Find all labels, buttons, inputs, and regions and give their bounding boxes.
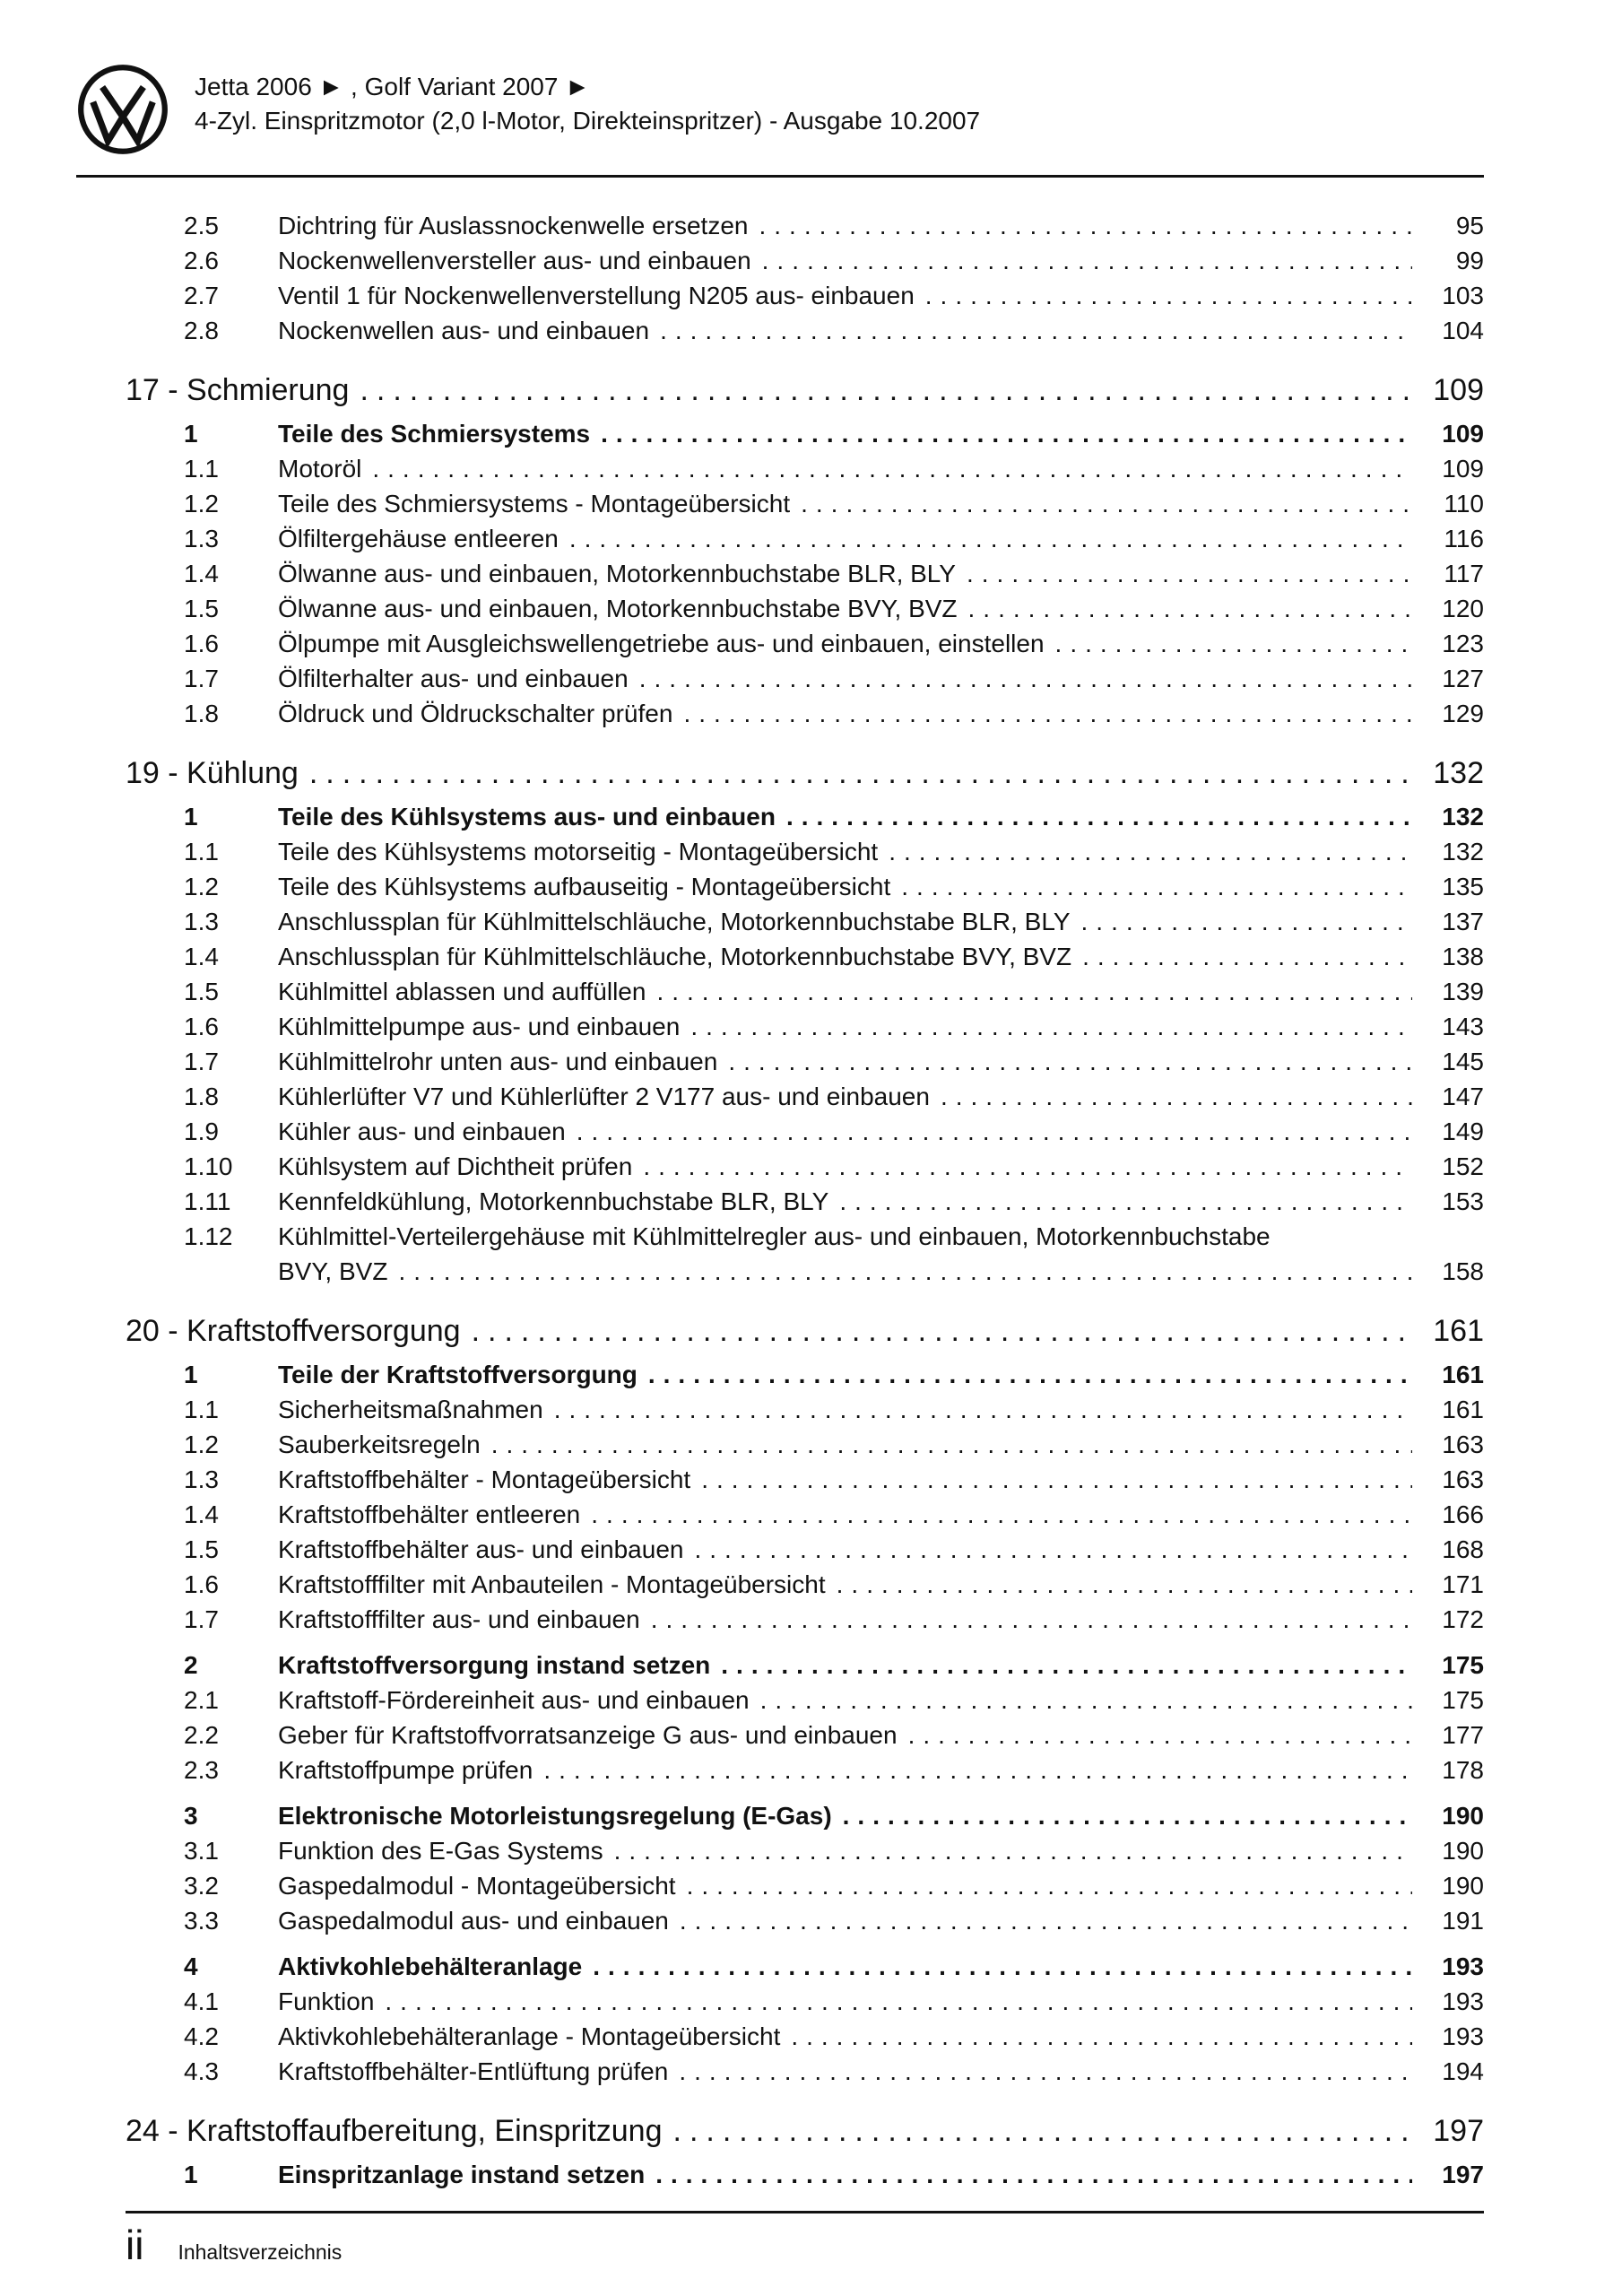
toc-entry-page: 104 <box>1442 317 1484 344</box>
toc-entry-title: Einspritzanlage instand setzen <box>278 2161 646 2188</box>
dot-leader <box>889 834 1412 869</box>
toc-entry-number: 1.5 <box>184 595 219 622</box>
toc-entry <box>184 1462 1484 1497</box>
toc-entry-title: Ölfilterhalter aus- und einbauen <box>278 665 629 692</box>
toc-entry <box>184 521 1484 556</box>
dot-leader <box>643 1149 1412 1184</box>
dot-leader <box>673 2110 1412 2152</box>
toc-entry-page: 168 <box>1442 1535 1484 1563</box>
toc-entry-title: Kraftstofffilter mit Anbauteilen - Montageübersicht <box>278 1570 826 1598</box>
toc-entry-page: 132 <box>1442 838 1484 865</box>
dot-leader <box>908 1718 1412 1752</box>
dot-leader <box>786 799 1412 834</box>
toc-entry-page: 120 <box>1442 595 1484 622</box>
toc-entry-number: 1.7 <box>184 1048 219 1075</box>
toc-entry-number: 3 <box>184 1802 198 1830</box>
dot-leader <box>372 451 1412 486</box>
toc-entry-number: 4.2 <box>184 2022 219 2050</box>
toc-entry-page: 123 <box>1442 630 1484 657</box>
toc-entry-number: 1.3 <box>184 1465 219 1493</box>
header-title-block <box>195 63 980 138</box>
toc-entry-title: Kühlsystem auf Dichtheit prüfen <box>278 1152 633 1180</box>
toc-entry-title: Funktion <box>278 1987 375 2015</box>
toc-entry-number: 1.8 <box>184 700 219 727</box>
dot-leader <box>901 869 1412 904</box>
dot-leader <box>385 1984 1412 2019</box>
toc-chapter <box>126 752 1484 794</box>
toc-entry-page: 147 <box>1442 1083 1484 1110</box>
dot-leader <box>791 2019 1412 2054</box>
toc-entry-number: 3.3 <box>184 1907 219 1935</box>
dot-leader <box>968 591 1412 626</box>
toc-entry <box>184 1752 1484 1787</box>
toc-entry-page: 137 <box>1442 908 1484 935</box>
toc-entry-page: 197 <box>1442 2161 1484 2188</box>
toc-entry <box>184 243 1484 278</box>
toc-entry <box>184 1114 1484 1149</box>
toc-entry <box>184 1602 1484 1637</box>
toc-entry-page: 178 <box>1442 1756 1484 1784</box>
footer-area <box>126 2211 1484 2266</box>
toc-entry-page: 103 <box>1442 282 1484 309</box>
toc-entry <box>184 2019 1484 2054</box>
dot-leader <box>925 278 1412 313</box>
toc-entry-page: 190 <box>1442 1872 1484 1900</box>
toc-entry <box>184 626 1484 661</box>
toc-entry-title: Kraftstoffversorgung instand setzen <box>278 1651 711 1679</box>
toc-entry <box>184 1009 1484 1044</box>
toc-entry-title: Sicherheitsmaßnahmen <box>278 1396 543 1423</box>
toc-entry <box>184 1079 1484 1114</box>
toc-entry-title: Nockenwellenversteller aus- und einbauen <box>278 247 751 274</box>
toc-entry-title: Kühlmittel-Verteilergehäuse mit Kühlmittelregler aus- und einbauen, Motorkennbuchstabe <box>278 1222 1271 1250</box>
toc-entry-title: Aktivkohlebehälteranlage <box>278 1952 583 1980</box>
dot-leader <box>690 1009 1412 1044</box>
dot-leader <box>360 370 1412 411</box>
toc-entry-title: Kraftstoff-Fördereinheit aus- und einbauen <box>278 1686 750 1714</box>
toc-entry <box>184 1798 1484 1833</box>
document-header <box>0 0 1622 161</box>
dot-leader <box>701 1462 1412 1497</box>
toc-entry-title: Kennfeldkühlung, Motorkennbuchstabe BLR, BLY <box>278 1187 829 1215</box>
toc-entry-title: Sauberkeitsregeln <box>278 1431 481 1458</box>
toc-entry <box>184 556 1484 591</box>
toc-entry-number: 1.2 <box>184 490 219 517</box>
toc-entry-title: Anschlussplan für Kühlmittelschläuche, Motorkennbuchstabe BLR, BLY <box>278 908 1071 935</box>
toc-entry-title: Kühler aus- und einbauen <box>278 1118 566 1145</box>
toc-entry-number: 2.3 <box>184 1756 219 1784</box>
toc-entry-page: 129 <box>1442 700 1484 727</box>
toc-entry-title: Ölwanne aus- und einbauen, Motorkennbuchstabe BVY, BVZ <box>278 595 958 622</box>
toc-entry <box>184 1497 1484 1532</box>
toc-entry-title: Kraftstoffpumpe prüfen <box>278 1756 533 1784</box>
toc-entry-title: Kühlerlüfter V7 und Kühlerlüfter 2 V177 aus- und einbauen <box>278 1083 930 1110</box>
toc-entry-title: BVY, BVZ <box>278 1257 388 1285</box>
toc-entry-number: 1.6 <box>184 1570 219 1598</box>
toc-entry-number: 1.12 <box>184 1222 233 1250</box>
dot-leader <box>837 1567 1412 1602</box>
dot-leader <box>843 1798 1412 1833</box>
toc-entry-title: 19 - Kühlung <box>126 756 299 790</box>
toc-entry-number: 4.1 <box>184 1987 219 2015</box>
toc-entry <box>184 313 1484 348</box>
toc-entry-title: Kraftstoffbehälter-Entlüftung prüfen <box>278 2057 669 2085</box>
toc-entry-title: Nockenwellen aus- und einbauen <box>278 317 650 344</box>
toc-entry-title: Kraftstoffbehälter - Montageübersicht <box>278 1465 691 1493</box>
toc-entry-number: 1 <box>184 803 198 831</box>
toc-entry-page: 194 <box>1442 2057 1484 2085</box>
toc-entry-title: 24 - Kraftstoffaufbereitung, Einspritzung <box>126 2114 663 2148</box>
toc-entry-title: Kühlmittel ablassen und auffüllen <box>278 978 646 1005</box>
toc-entry-title: Öldruck und Öldruckschalter prüfen <box>278 700 673 727</box>
toc-entry-title: Elektronische Motorleistungsregelung (E-Gas) <box>278 1802 832 1830</box>
dot-leader <box>801 486 1412 521</box>
toc-entry-title: Aktivkohlebehälteranlage - Montageübersicht <box>278 2022 781 2050</box>
toc-entry-title: Teile des Kühlsystems aufbauseitig - Montageübersicht <box>278 873 891 900</box>
footer-divider <box>126 2211 1484 2213</box>
dot-leader <box>759 208 1412 243</box>
toc-entry <box>184 1219 1484 1254</box>
toc-entry <box>184 1392 1484 1427</box>
toc-entry-page: 145 <box>1442 1048 1484 1075</box>
dot-leader <box>680 1903 1412 1938</box>
dot-leader <box>639 661 1412 696</box>
toc-entry-page: 110 <box>1444 490 1484 517</box>
toc-entry-page: 191 <box>1442 1907 1484 1935</box>
toc-entry-number: 1 <box>184 1361 198 1388</box>
toc-entry-page: 193 <box>1442 1952 1484 1980</box>
toc-entry <box>184 939 1484 974</box>
header-model-line: Jetta 2006 ► , Golf Variant 2007 ► <box>195 73 590 100</box>
toc-entry-page: 143 <box>1442 1013 1484 1040</box>
toc-entry <box>184 591 1484 626</box>
toc-entry-page: 127 <box>1442 665 1484 692</box>
toc-entry <box>184 799 1484 834</box>
toc-entry-number: 3.1 <box>184 1837 219 1865</box>
table-of-contents <box>76 208 1484 2192</box>
toc-entry-title: Gaspedalmodul - Montageübersicht <box>278 1872 676 1900</box>
dot-leader <box>491 1427 1412 1462</box>
dot-leader <box>591 1497 1412 1532</box>
toc-entry-page: 109 <box>1442 420 1484 448</box>
toc-entry-number: 1.1 <box>184 455 219 483</box>
dot-leader <box>309 752 1412 794</box>
toc-entry-title: Teile des Schmiersystems <box>278 420 591 448</box>
toc-entry-page: 149 <box>1442 1118 1484 1145</box>
toc-entry-page: 163 <box>1442 1431 1484 1458</box>
toc-entry-title: Teile der Kraftstoffversorgung <box>278 1361 638 1388</box>
toc-entry <box>184 1949 1484 1984</box>
toc-entry-number: 2.5 <box>184 212 219 239</box>
toc-entry-number: 1.4 <box>184 560 219 587</box>
toc-entry <box>184 974 1484 1009</box>
toc-entry-number: 4 <box>184 1952 198 1980</box>
toc-entry <box>184 1149 1484 1184</box>
dot-leader <box>694 1532 1412 1567</box>
toc-entry-page: 117 <box>1444 560 1484 587</box>
toc-entry-title: Ölfiltergehäuse entleeren <box>278 525 559 552</box>
toc-entry <box>184 2157 1484 2192</box>
dot-leader <box>1081 904 1412 939</box>
toc-entry-page: 177 <box>1442 1721 1484 1749</box>
dot-leader <box>472 1310 1412 1352</box>
toc-entry-number: 1.1 <box>184 838 219 865</box>
dot-leader <box>554 1392 1412 1427</box>
toc-entry-number: 1.2 <box>184 1431 219 1458</box>
toc-entry-page: 175 <box>1442 1686 1484 1714</box>
toc-entry <box>184 486 1484 521</box>
toc-entry-title: Kraftstofffilter aus- und einbauen <box>278 1605 640 1633</box>
toc-chapter <box>126 1310 1484 1352</box>
toc-entry <box>184 208 1484 243</box>
toc-entry <box>184 1567 1484 1602</box>
toc-entry-number: 1.10 <box>184 1152 233 1180</box>
toc-entry-number: 1.6 <box>184 1013 219 1040</box>
dot-leader <box>614 1833 1412 1868</box>
toc-entry-title: Teile des Kühlsystems aus- und einbauen <box>278 803 776 831</box>
dot-leader <box>762 243 1412 278</box>
dot-leader <box>398 1254 1412 1289</box>
document-footer <box>126 2224 1484 2266</box>
dot-leader <box>683 696 1412 731</box>
toc-entry-page: 175 <box>1442 1651 1484 1679</box>
toc-entry-page: 193 <box>1442 1987 1484 2015</box>
toc-entry-title: Anschlussplan für Kühlmittelschläuche, Motorkennbuchstabe BVY, BVZ <box>278 943 1072 970</box>
header-divider <box>76 175 1484 178</box>
toc-entry-number: 1.3 <box>184 908 219 935</box>
toc-entry-title: Teile des Kühlsystems motorseitig - Montageübersicht <box>278 838 879 865</box>
toc-entry-number: 1.11 <box>184 1187 231 1215</box>
toc-entry-title: Kühlmittelrohr unten aus- und einbauen <box>278 1048 718 1075</box>
toc-entry <box>184 1833 1484 1868</box>
page-number: ii <box>126 2222 144 2268</box>
toc-entry-page: 95 <box>1455 212 1484 239</box>
toc-entry-number: 1.4 <box>184 1500 219 1528</box>
toc-entry <box>184 1357 1484 1392</box>
toc-entry-page: 197 <box>1433 2114 1484 2148</box>
dot-leader <box>660 313 1412 348</box>
dot-leader <box>648 1357 1412 1392</box>
toc-entry-number: 1.4 <box>184 943 219 970</box>
toc-entry-page: 163 <box>1442 1465 1484 1493</box>
header-engine-line: 4-Zyl. Einspritzmotor (2,0 l-Motor, Direkteinspritzer) - Ausgabe 10.2007 <box>195 107 981 135</box>
toc-entry-number: 1.7 <box>184 1605 219 1633</box>
toc-entry-number: 3.2 <box>184 1872 219 1900</box>
toc-entry-page: 99 <box>1455 247 1484 274</box>
toc-entry-title: 17 - Schmierung <box>126 373 350 407</box>
toc-chapter <box>126 2110 1484 2152</box>
toc-entry <box>184 451 1484 486</box>
toc-entry-page: 166 <box>1442 1500 1484 1528</box>
toc-entry-number: 2.1 <box>184 1686 219 1714</box>
toc-entry <box>184 1683 1484 1718</box>
toc-entry <box>184 661 1484 696</box>
toc-entry-page: 172 <box>1442 1605 1484 1633</box>
dot-leader <box>1082 939 1412 974</box>
toc-entry-number: 1.3 <box>184 525 219 552</box>
toc-entry-number: 1.5 <box>184 978 219 1005</box>
toc-entry-continuation <box>184 1254 1484 1289</box>
toc-entry-number: 2.6 <box>184 247 219 274</box>
toc-entry <box>184 834 1484 869</box>
toc-entry-number: 2.8 <box>184 317 219 344</box>
toc-entry-title: Teile des Schmiersystems - Montageübersicht <box>278 490 791 517</box>
toc-entry <box>184 1903 1484 1938</box>
toc-entry-title: Ölwanne aus- und einbauen, Motorkennbuchstabe BLR, BLY <box>278 560 956 587</box>
toc-entry-number: 2.7 <box>184 282 219 309</box>
toc-entry-page: 193 <box>1442 2022 1484 2050</box>
toc-entry <box>184 1532 1484 1567</box>
toc-entry-title: Funktion des E-Gas Systems <box>278 1837 603 1865</box>
toc-entry-title: Geber für Kraftstoffvorratsanzeige G aus- und einbauen <box>278 1721 898 1749</box>
dot-leader <box>593 1949 1412 1984</box>
toc-entry-number: 4.3 <box>184 2057 219 2085</box>
toc-entry <box>184 869 1484 904</box>
dot-leader <box>728 1044 1412 1079</box>
toc-entry-page: 116 <box>1444 525 1484 552</box>
toc-entry-page: 152 <box>1442 1152 1484 1180</box>
toc-entry <box>184 1044 1484 1079</box>
toc-entry <box>184 1984 1484 2019</box>
dot-leader <box>1055 626 1412 661</box>
toc-entry-title: Ventil 1 für Nockenwellenverstellung N205 aus- einbauen <box>278 282 915 309</box>
toc-entry <box>184 416 1484 451</box>
toc-entry-number: 1.2 <box>184 873 219 900</box>
toc-entry <box>184 696 1484 731</box>
dot-leader <box>655 2157 1412 2192</box>
dot-leader <box>941 1079 1412 1114</box>
dot-leader <box>839 1184 1412 1219</box>
toc-entry-number: 2.2 <box>184 1721 219 1749</box>
vw-logo-icon <box>76 63 169 161</box>
toc-entry-page: 138 <box>1442 943 1484 970</box>
toc-entry-number: 1 <box>184 2161 198 2188</box>
toc-entry-number: 1.9 <box>184 1118 219 1145</box>
toc-entry-page: 161 <box>1442 1396 1484 1423</box>
toc-entry-number: 1.8 <box>184 1083 219 1110</box>
footer-label: Inhaltsverzeichnis <box>178 2240 343 2264</box>
dot-leader <box>601 416 1412 451</box>
dot-leader <box>651 1602 1412 1637</box>
toc-entry-number: 1.1 <box>184 1396 219 1423</box>
toc-entry-page: 109 <box>1433 373 1484 407</box>
toc-entry-page: 171 <box>1442 1570 1484 1598</box>
toc-entry <box>184 1868 1484 1903</box>
toc-entry-title: Motoröl <box>278 455 362 483</box>
dot-leader <box>760 1683 1412 1718</box>
toc-entry-title: Kraftstoffbehälter aus- und einbauen <box>278 1535 684 1563</box>
toc-entry-title: Dichtring für Auslassnockenwelle ersetzen <box>278 212 749 239</box>
dot-leader <box>687 1868 1412 1903</box>
dot-leader <box>577 1114 1412 1149</box>
toc-entry-title: 20 - Kraftstoffversorgung <box>126 1314 461 1348</box>
toc-entry-number: 2 <box>184 1651 198 1679</box>
toc-entry-page: 132 <box>1442 803 1484 831</box>
toc-entry-title: Kraftstoffbehälter entleeren <box>278 1500 581 1528</box>
dot-leader <box>679 2054 1412 2089</box>
dot-leader <box>543 1752 1412 1787</box>
dot-leader <box>721 1648 1412 1683</box>
toc-entry-title: Ölpumpe mit Ausgleichswellengetriebe aus- und einbauen, einstellen <box>278 630 1045 657</box>
toc-entry-title: Kühlmittelpumpe aus- und einbauen <box>278 1013 681 1040</box>
toc-entry <box>184 904 1484 939</box>
toc-entry-page: 153 <box>1442 1187 1484 1215</box>
toc-entry <box>184 278 1484 313</box>
toc-entry-number: 1.7 <box>184 665 219 692</box>
dot-leader <box>656 974 1412 1009</box>
toc-entry-page: 139 <box>1442 978 1484 1005</box>
toc-entry-title: Gaspedalmodul aus- und einbauen <box>278 1907 669 1935</box>
dot-leader <box>967 556 1412 591</box>
toc-entry-page: 135 <box>1442 873 1484 900</box>
toc-entry <box>184 1184 1484 1219</box>
toc-entry-page: 132 <box>1433 756 1484 790</box>
toc-entry <box>184 1427 1484 1462</box>
toc-entry-page: 161 <box>1433 1314 1484 1348</box>
toc-entry <box>184 1648 1484 1683</box>
toc-entry-number: 1 <box>184 420 198 448</box>
dot-leader <box>569 521 1412 556</box>
toc-entry-number: 1.6 <box>184 630 219 657</box>
toc-entry <box>184 1718 1484 1752</box>
toc-entry-page: 161 <box>1442 1361 1484 1388</box>
toc-entry-page: 109 <box>1442 455 1484 483</box>
toc-entry-page: 158 <box>1442 1257 1484 1285</box>
toc-chapter <box>126 370 1484 411</box>
toc-entry-page: 190 <box>1442 1802 1484 1830</box>
toc-entry-page: 190 <box>1442 1837 1484 1865</box>
toc-entry <box>184 2054 1484 2089</box>
toc-entry-number: 1.5 <box>184 1535 219 1563</box>
